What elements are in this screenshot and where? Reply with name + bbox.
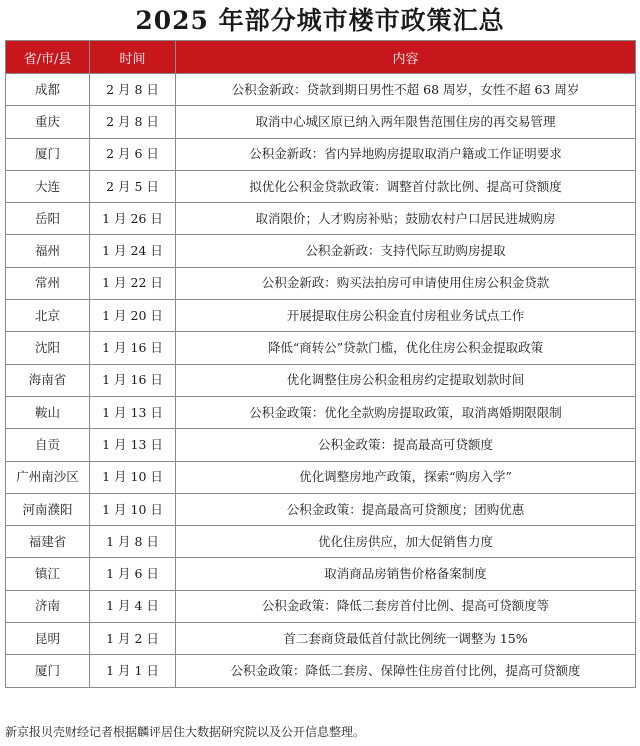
date-cell: 2 月 5 日 bbox=[90, 170, 176, 202]
content-cell: 拟优化公积金贷款政策：调整首付款比例、提高可贷额度 bbox=[176, 170, 636, 202]
table-header bbox=[6, 41, 636, 74]
city-cell: 厦门 bbox=[6, 138, 90, 170]
content-cell: 公积金政策：降低二套房首付比例、提高可贷额度等 bbox=[176, 590, 636, 622]
content-cell: 降低“商转公”贷款门槛，优化住房公积金提取政策 bbox=[176, 332, 636, 364]
content-cell: 公积金新政：省内异地购房提取取消户籍或工作证明要求 bbox=[176, 138, 636, 170]
content-cell: 公积金新政：购买法拍房可申请使用住房公积金贷款 bbox=[176, 267, 636, 299]
date-cell: 1 月 16 日 bbox=[90, 364, 176, 396]
city-cell: 河南濮阳 bbox=[6, 493, 90, 525]
city-cell: 福州 bbox=[6, 235, 90, 267]
table-row bbox=[6, 558, 636, 590]
date-cell: 1 月 16 日 bbox=[90, 332, 176, 364]
city-cell: 沈阳 bbox=[6, 332, 90, 364]
table-body bbox=[6, 74, 636, 688]
city-cell: 北京 bbox=[6, 300, 90, 332]
content-cell: 优化住房供应，加大促销售力度 bbox=[176, 526, 636, 558]
city-cell: 广州南沙区 bbox=[6, 461, 90, 493]
date-cell: 1 月 10 日 bbox=[90, 461, 176, 493]
table-row bbox=[6, 300, 636, 332]
policy-table bbox=[5, 40, 636, 688]
city-cell: 自贡 bbox=[6, 429, 90, 461]
date-cell: 1 月 26 日 bbox=[90, 203, 176, 235]
table-row bbox=[6, 332, 636, 364]
page-title: 2025 年部分城市楼市政策汇总 bbox=[135, 6, 505, 35]
date-cell: 1 月 13 日 bbox=[90, 396, 176, 428]
city-cell: 济南 bbox=[6, 590, 90, 622]
table-row bbox=[6, 235, 636, 267]
city-cell: 大连 bbox=[6, 170, 90, 202]
content-cell: 公积金政策：降低二套房、保障性住房首付比例，提高可贷额度 bbox=[176, 655, 636, 687]
table-row bbox=[6, 364, 636, 396]
table-row bbox=[6, 170, 636, 202]
date-cell: 1 月 20 日 bbox=[90, 300, 176, 332]
table-row bbox=[6, 74, 636, 106]
date-cell: 1 月 13 日 bbox=[90, 429, 176, 461]
city-cell: 海南省 bbox=[6, 364, 90, 396]
date-cell: 1 月 22 日 bbox=[90, 267, 176, 299]
city-cell: 福建省 bbox=[6, 526, 90, 558]
date-cell: 1 月 10 日 bbox=[90, 493, 176, 525]
table-row bbox=[6, 623, 636, 655]
date-cell: 1 月 8 日 bbox=[90, 526, 176, 558]
date-cell: 1 月 6 日 bbox=[90, 558, 176, 590]
date-cell: 2 月 6 日 bbox=[90, 138, 176, 170]
table-row bbox=[6, 493, 636, 525]
content-cell: 优化调整房地产政策，探索“购房入学” bbox=[176, 461, 636, 493]
content-cell: 公积金新政：支持代际互助购房提取 bbox=[176, 235, 636, 267]
city-cell: 常州 bbox=[6, 267, 90, 299]
city-cell: 鞍山 bbox=[6, 396, 90, 428]
table-row bbox=[6, 138, 636, 170]
table-row bbox=[6, 203, 636, 235]
content-cell: 取消商品房销售价格备案制度 bbox=[176, 558, 636, 590]
table-row bbox=[6, 526, 636, 558]
header-row bbox=[6, 41, 636, 74]
header-date: 时间 bbox=[90, 41, 176, 74]
table-row bbox=[6, 461, 636, 493]
header-city: 省/市/县 bbox=[6, 41, 90, 74]
table-row bbox=[6, 106, 636, 138]
table-row bbox=[6, 655, 636, 687]
table-row bbox=[6, 396, 636, 428]
table-row bbox=[6, 590, 636, 622]
date-cell: 2 月 8 日 bbox=[90, 106, 176, 138]
date-cell: 2 月 8 日 bbox=[90, 74, 176, 106]
city-cell: 昆明 bbox=[6, 623, 90, 655]
city-cell: 镇江 bbox=[6, 558, 90, 590]
content-cell: 取消中心城区原已纳入两年限售范围住房的再交易管理 bbox=[176, 106, 636, 138]
city-cell: 重庆 bbox=[6, 106, 90, 138]
date-cell: 1 月 4 日 bbox=[90, 590, 176, 622]
source-note: 新京报贝壳财经记者根据麟评居住大数据研究院以及公开信息整理。 bbox=[5, 725, 366, 739]
content-cell: 公积金政策：提高最高可贷额度 bbox=[176, 429, 636, 461]
content-cell: 首二套商贷最低首付款比例统一调整为 15% bbox=[176, 623, 636, 655]
header-content: 内容 bbox=[176, 41, 636, 74]
date-cell: 1 月 1 日 bbox=[90, 655, 176, 687]
content-cell: 开展提取住房公积金直付房租业务试点工作 bbox=[176, 300, 636, 332]
date-cell: 1 月 2 日 bbox=[90, 623, 176, 655]
content-cell: 公积金政策：优化全款购房提取政策，取消离婚期限限制 bbox=[176, 396, 636, 428]
city-cell: 岳阳 bbox=[6, 203, 90, 235]
content-cell: 公积金新政：贷款到期日男性不超 68 周岁，女性不超 63 周岁 bbox=[176, 74, 636, 106]
city-cell: 成都 bbox=[6, 74, 90, 106]
table-row bbox=[6, 429, 636, 461]
content-cell: 优化调整住房公积金租房约定提取划款时间 bbox=[176, 364, 636, 396]
content-cell: 取消限价；人才购房补贴；鼓励农村户口居民进城购房 bbox=[176, 203, 636, 235]
table-row bbox=[6, 267, 636, 299]
content-cell: 公积金政策：提高最高可贷额度；团购优惠 bbox=[176, 493, 636, 525]
city-cell: 厦门 bbox=[6, 655, 90, 687]
date-cell: 1 月 24 日 bbox=[90, 235, 176, 267]
